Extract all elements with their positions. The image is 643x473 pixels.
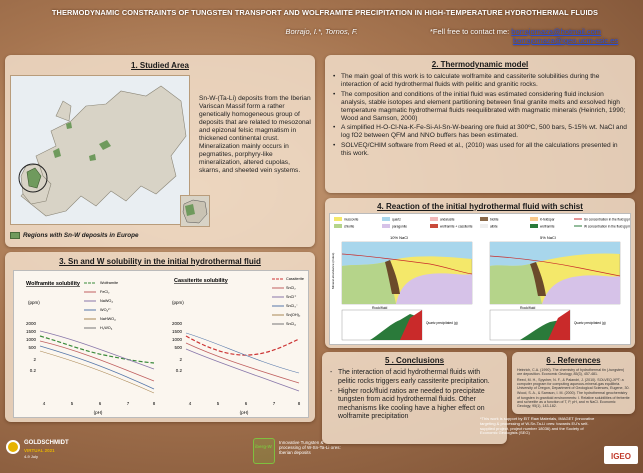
section-title: 3. Sn and W solubility in the initial hydrothermal fluid xyxy=(59,257,261,266)
iberia-inset-map xyxy=(180,195,210,227)
iberg-logo xyxy=(253,436,343,468)
plot-title-5nacl: 5% NaCl xyxy=(540,235,556,240)
iberg-icon xyxy=(253,438,275,464)
y-tick: 0.2 xyxy=(175,368,182,373)
legend-entry: Cassiterite xyxy=(286,277,304,281)
legend-entry: SnCl⁺ xyxy=(286,295,297,299)
y-tick: 0.2 xyxy=(29,368,36,373)
iberg-text: Innovative Tungsten & processing of W-Sn-Ta-Li ores: Iberian deposits xyxy=(279,440,341,455)
europe-map xyxy=(10,75,190,225)
authors-text: Borrajo, I.*, Tornos, F. xyxy=(285,27,358,36)
legend-swatch xyxy=(10,232,20,239)
reference-item: Heinrich, C.A. (1990). The chemistry of hydrothermal tin (-tungsten) ore deposition. Economic Geology, 85(3), 457-481. xyxy=(517,368,625,377)
legend-entry: wolframite xyxy=(540,224,555,229)
species-curve xyxy=(186,343,299,383)
x-tick: 6 xyxy=(244,401,248,406)
list-item: • The main goal of this work is to calculate wolframite and cassiterite solubilities during the interaction of acid hydrothermal fluids with pelitic and granitic rocks. xyxy=(333,73,627,89)
x-tick: 6 xyxy=(98,401,102,406)
legend-entry: FeCl₂ xyxy=(100,290,110,294)
species-curve xyxy=(186,333,299,373)
subplot-5nacl xyxy=(490,306,606,340)
goldschmidt-name: GOLDSCHMIDT xyxy=(24,440,69,446)
list-item: - Higher rock/fluid ratios are needed to precipitate tungsten from acid hydrothermal fluids. Other mechanisms like cooling have a higher effect on wolframite precipitation xyxy=(330,388,499,422)
section-references xyxy=(512,352,635,414)
igeo-text: IGEO xyxy=(610,452,631,461)
goldschmidt-logo xyxy=(6,436,86,470)
reference-item: Wood, S. A., & Samson, I. M. (2000). The hydrothermal geochemistry of tungsten in granitoid environments: I. Relative solubilities of ferberite and scheelite as a function of T, P, pH, and m NaCl. Economic Geology, 95(1), 143-182. xyxy=(517,391,630,409)
x-tick: 5 xyxy=(216,401,220,406)
y-tick: 2000 xyxy=(25,321,36,326)
x-axis-label: Rock/fluid xyxy=(372,306,388,310)
legend-entry: Wolframite xyxy=(100,281,119,285)
section-title: 5 . Conclusions xyxy=(384,356,445,365)
x-tick: 7 xyxy=(272,401,276,406)
reference-item: Reed, M. H., Spycher, N. F., & Palandri, J. (2010). SOLVEQ-XPT: a computer program for computing aqueous-mineral-gas equilibria. University of Oregon, Department of Geological Sciences, Eugene, 30. xyxy=(517,377,630,391)
legend-entry: SnCl₂ xyxy=(286,286,296,290)
igeo-logo xyxy=(604,446,638,464)
species-curve xyxy=(40,346,154,389)
section-title: 2. Thermodynamic model xyxy=(431,60,529,69)
legend-entry: WO₄²⁻ xyxy=(100,308,112,312)
legend-entry: H₂WO₄ xyxy=(100,326,113,330)
section-solubility xyxy=(5,252,315,422)
email-link-igeo[interactable]: borrajomaza@igeo.ucm-csic.es xyxy=(513,36,619,45)
x-tick: 4 xyxy=(42,401,46,406)
x-axis-label: Rock/fluid xyxy=(520,306,536,310)
y-tick: 1500 xyxy=(171,329,182,334)
x-tick: 5 xyxy=(70,401,74,406)
section-studied-area xyxy=(5,55,315,247)
funding-note: *This work is support by EIT Raw Materials, IMAGET (Innovative targeting & processing of W-Sn-Ta-Li ores: towards EU's self-supplied project, project number 18036) and the Society of Economic Geologists (SEG) xyxy=(480,416,595,436)
section-title: 1. Studied Area xyxy=(131,61,189,70)
legend-entry: paragonite xyxy=(392,224,408,229)
map-legend xyxy=(10,232,138,239)
y-tick: 1000 xyxy=(25,337,36,342)
section-thermodynamic-model xyxy=(325,55,635,193)
y-tick: 1500 xyxy=(25,329,36,334)
x-axis-label: (pH) xyxy=(93,410,103,415)
legend-entry: W concentration in the fluid (ppm) xyxy=(584,224,630,229)
legend-entry: biotite xyxy=(490,217,499,222)
references-list xyxy=(517,368,630,409)
legend-entry: Sn(OH)₂ xyxy=(286,313,301,317)
y-tick: 500 xyxy=(174,345,182,350)
x-tick: 4 xyxy=(188,401,192,406)
legend-entry: NaHWO₄ xyxy=(100,317,116,321)
legend-label: Regions with Sn-W deposits in Europe xyxy=(23,232,139,240)
legend-entry: chlorite xyxy=(344,224,355,229)
y-unit-right: (ppm) xyxy=(172,300,184,305)
species-curve xyxy=(40,331,154,369)
y-tick: 500 xyxy=(28,345,36,350)
legend-entry: Sn concentration in the fluid (ppm) xyxy=(584,217,630,222)
solubility-figure xyxy=(13,270,309,418)
y-unit-left: (ppm) xyxy=(28,300,40,305)
section-title: 4. Reaction of the initial hydrothermal fluid with schist xyxy=(377,202,583,211)
y-tick: 2 xyxy=(179,357,182,362)
subplot-10nacl xyxy=(342,306,458,340)
legend-entry: albite xyxy=(490,224,498,229)
email-link-hotmail[interactable]: borrajomaza@hotmail.com xyxy=(511,27,602,36)
list-item: • A simplified H-O-Cl-Na-K-Fe-Si-Al-Sn-W-bearing ore fluid at 300ºC, 500 bars, 5-15% wt. NaCl and log fO2 between QFM and NNO buffers has been estimated. xyxy=(333,124,627,140)
x-tick: 7 xyxy=(126,401,130,406)
contact-label: *Fell free to contact me: xyxy=(430,27,510,36)
subplot-label: Quartz precipitated (g) xyxy=(426,321,458,325)
x-axis-label: (pH) xyxy=(239,410,249,415)
goldschmidt-sub: VIRTUAL 2021 xyxy=(24,448,55,453)
plot-10nacl xyxy=(342,242,472,304)
poster-title: THERMODYNAMIC CONSTRAINTS OF TUNGSTEN TRANSPORT AND WOLFRAMITE PRECIPITATION IN HIGH-TEMPERATURE HYDROTHERMAL FLUIDS xyxy=(51,8,599,17)
conclusions-list xyxy=(330,369,499,422)
list-item: • The composition and conditions of the initial fluid was estimated considering fluid inclusion analysis, stable isotopes and element partitioning between final granite melts and exsolved high temperature magmatic hydrothermal fluids reequilibrated with magmatic minerals (Heinrich, 1990; Wood and Samson, 2000) xyxy=(333,91,627,123)
iberg-name: iberg-W xyxy=(255,444,272,449)
goldschmidt-date: 4-9 July xyxy=(24,454,39,459)
y-tick: 2 xyxy=(33,357,36,362)
goldschmidt-icon xyxy=(6,440,20,454)
cassiterite-label: Cassiterite solubility xyxy=(174,278,228,284)
list-item: - The interaction of acid hydrothermal fluids with pelitic rocks triggers early cassiterite precipitation. xyxy=(330,369,499,386)
legend-entry: wolframite + cassiterite xyxy=(440,224,473,229)
x-tick: 8 xyxy=(152,401,156,406)
legend-entry: SnCl₃⁻ xyxy=(286,304,298,308)
y-tick: 1000 xyxy=(171,337,182,342)
legend-entry: andalusite xyxy=(440,217,455,222)
species-curve xyxy=(40,351,154,393)
subplot-label: Quartz precipitated (g) xyxy=(574,321,606,325)
legend-entry: NaWO₄ xyxy=(100,299,113,303)
y-tick: 2000 xyxy=(171,321,182,326)
legend-entry: muscovite xyxy=(344,217,359,222)
plot-5nacl xyxy=(490,242,620,304)
species-curve xyxy=(40,341,154,381)
legend-entry: quartz xyxy=(392,217,401,222)
section-title: 6 . References xyxy=(546,356,601,365)
reaction-figure xyxy=(329,213,631,345)
section-reaction-schist xyxy=(325,198,635,348)
wolframite-label: Wolframite solubility xyxy=(26,281,80,287)
legend-entry: SnCl₄ xyxy=(286,322,296,326)
plot-title-10nacl: 10% NaCl xyxy=(390,235,409,240)
x-tick: 8 xyxy=(297,401,301,406)
y-axis-label: Mineral abundance (moles) xyxy=(331,252,335,289)
contact-block xyxy=(430,27,618,45)
model-bullets xyxy=(333,73,627,158)
legend-entry: K-feldspar xyxy=(540,217,555,222)
list-item: • SOLVEQ/CHIM software from Reed et al., (2010) was used for all the calculations presented in this work. xyxy=(333,142,627,158)
studied-area-text: Sn-W-(Ta-Li) deposits from the Iberian Variscan Massif form a rather genetically homogeneous group of deposits that are related to mesozonal and epizonal felsic magmatism in thickened continental crust. Mineralization mainly occurs in pegmatites, porphyry-like mineralization, altered cupolas, skarns, and sheeted vein systems. xyxy=(199,95,311,174)
